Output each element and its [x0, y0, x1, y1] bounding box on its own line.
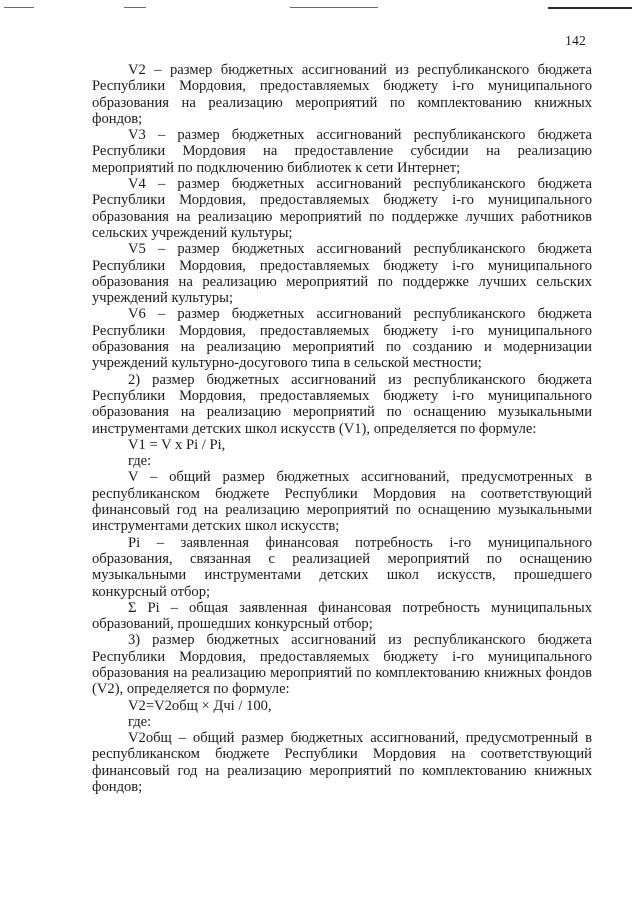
- paragraph-v2obsh-definition: V2общ – общий размер бюджетных ассигнований, предусмотренный в республиканском бюджете Республики Мордовия на соответствующий финансовый год на реализацию мероприятий по комплектованию книжных фондов;: [92, 730, 592, 796]
- scan-artifacts: [0, 4, 640, 14]
- page-number: 142: [565, 33, 586, 48]
- paragraph-item-2: 2) размер бюджетных ассигнований из республиканского бюджета Республики Мордовия, предоставляемых бюджету i-го муниципального образования на реализацию мероприятий по оснащению музыкальными инструментами детских школ искусств (V1), определяется по формуле:: [92, 371, 592, 437]
- scan-mark: [4, 7, 34, 8]
- paragraph-v6-definition: V6 – размер бюджетных ассигнований республиканского бюджета Республики Мордовия, предоставляемых бюджету i-го муниципального образования на реализацию мероприятий по созданию и модернизации учреждений культурно-досугового типа в сельской местности;: [92, 306, 592, 372]
- document-body: [92, 62, 592, 795]
- formula-v1: V1 = V x Pi / Pi,: [128, 436, 226, 453]
- formula-where-label: где:: [128, 713, 152, 730]
- paragraph-pi-definition: Pi – заявленная финансовая потребность i-го муниципального образования, связанная с реализацией мероприятий по оснащению музыкальными инструментами детских школ искусств, прошедшего конкурсный отбор;: [92, 534, 592, 600]
- formula-v2: V2=V2общ × Дчi / 100,: [128, 697, 272, 714]
- paragraph-item-3: 3) размер бюджетных ассигнований из республиканского бюджета Республики Мордовия, предоставляемых бюджету i-го муниципального образования на реализацию мероприятий по комплектованию книжных фондов (V2), определяется по формуле:: [92, 632, 592, 698]
- paragraph-v4-definition: V4 – размер бюджетных ассигнований республиканского бюджета Республики Мордовия, предоставляемых бюджету i-го муниципального образования на реализацию мероприятий по поддержке лучших работников сельских учреждений культуры;: [92, 176, 592, 241]
- scan-mark: [124, 7, 146, 8]
- paragraph-v-definition: V – общий размер бюджетных ассигнований, предусмотренных в республиканском бюджете Республики Мордовия на соответствующий финансовый год на реализацию мероприятий по оснащению музыкальными инструментами детских школ искусств;: [92, 469, 592, 535]
- paragraph-v5-definition: V5 – размер бюджетных ассигнований республиканского бюджета Республики Мордовия, предоставляемых бюджету i-го муниципального образования на реализацию мероприятий по поддержке лучших сельских учреждений культуры;: [92, 241, 592, 307]
- formula-where-label: где:: [128, 453, 152, 470]
- scan-mark: [290, 7, 378, 8]
- paragraph-sum-pi-definition: Σ Pi – общая заявленная финансовая потребность муниципальных образований, прошедших конкурсный отбор;: [92, 599, 592, 633]
- paragraph-v3-definition: V3 – размер бюджетных ассигнований республиканского бюджета Республики Мордовия на предоставление субсидии на реализацию мероприятий по подключению библиотек к сети Интернет;: [92, 127, 592, 176]
- paragraph-v2-definition: V2 – размер бюджетных ассигнований из республиканского бюджета Республики Мордовия, предоставляемых бюджету i-го муниципального образования на реализацию мероприятий по комплектованию книжных фондов;: [92, 62, 592, 127]
- scan-mark: [548, 7, 632, 9]
